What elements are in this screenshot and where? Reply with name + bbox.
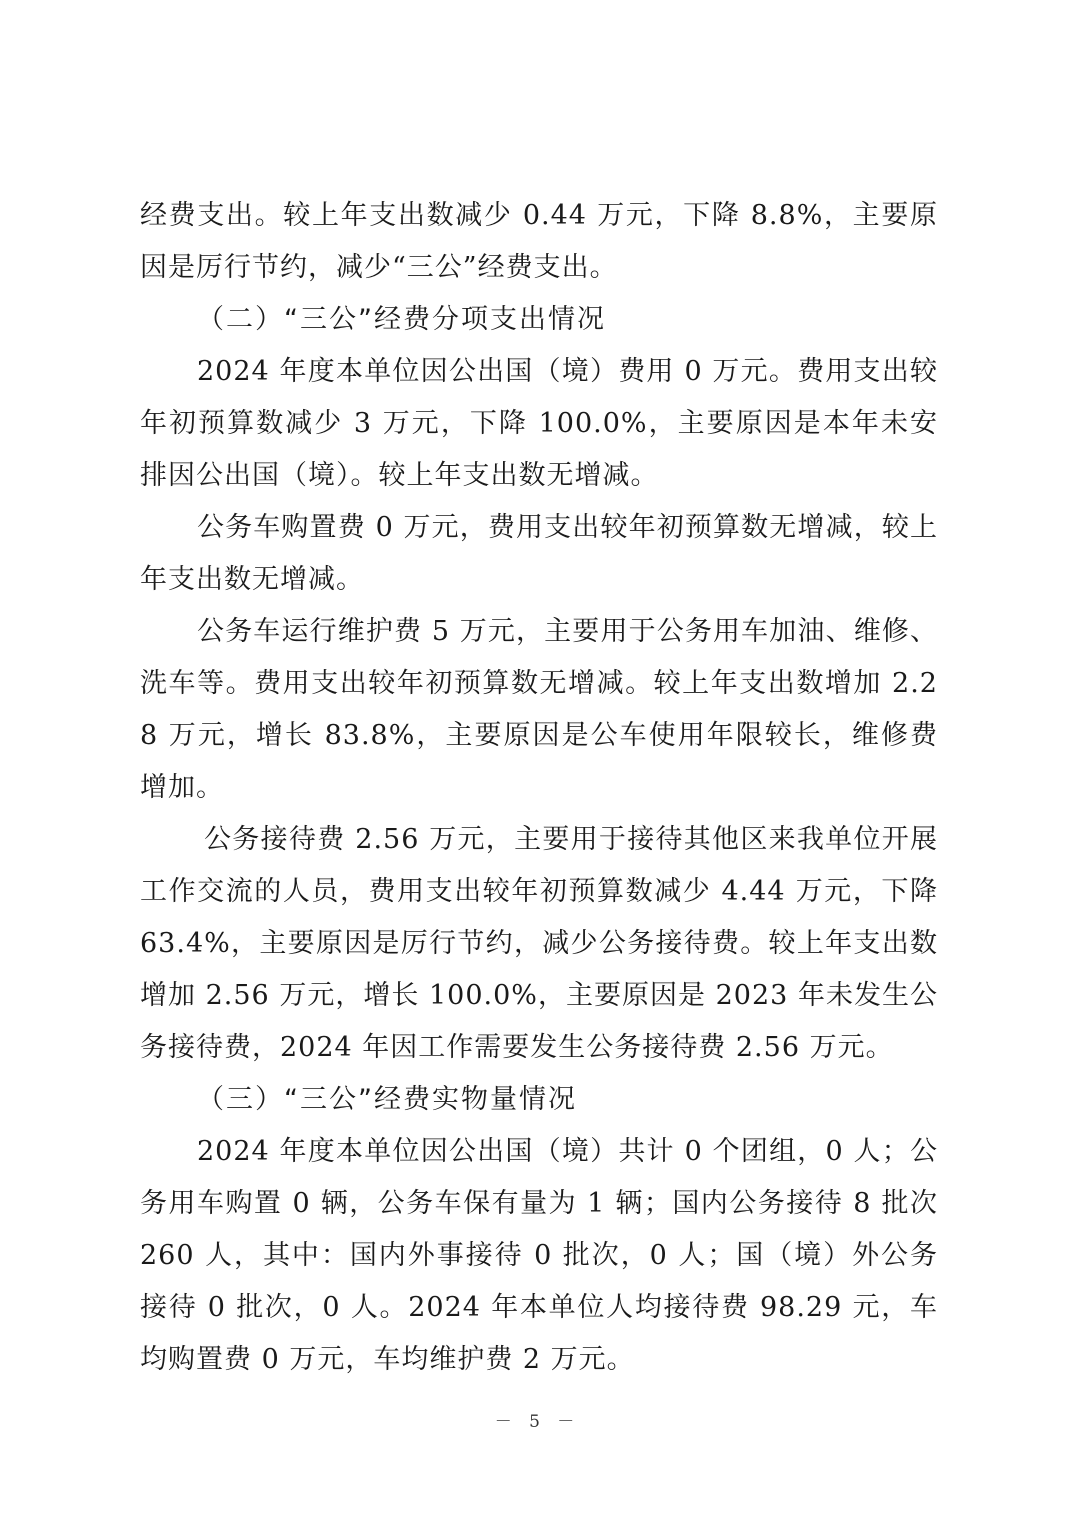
section-heading-3: （三）“三公”经费实物量情况	[197, 1084, 577, 1115]
paragraph-continuation: 经费支出。较上年支出数减少 0.44 万元，下降 8.8%，主要原因是厉行节约，减少“三公”经费支出。	[140, 200, 938, 283]
paragraph-vehicle-purchase: 公务车购置费 0 万元，费用支出较年初预算数无增减，较上年支出数无增减。	[140, 512, 938, 595]
page-number: － 5 －	[494, 1412, 581, 1432]
document-body	[140, 190, 938, 1386]
paragraph-reception-expenses: 公务接待费 2.56 万元，主要用于接待其他区来我单位开展工作交流的人员，费用支出较年初预算数减少 4.44 万元，下降 63.4%，主要原因是厉行节约，减少公务接待费。较上年支出数增加 2.56 万元，增长 100.0%，主要原因是 2023 年未发生公务接待费，2024 年因工作需要发生公务接待费 2.56 万元。	[140, 824, 938, 1063]
section-heading-2: （二）“三公”经费分项支出情况	[197, 304, 606, 335]
paragraph-vehicle-maintenance: 公务车运行维护费 5 万元，主要用于公务用车加油、维修、洗车等。费用支出较年初预算数无增减。较上年支出数增加 2.28 万元，增长 83.8%，主要原因是公车使用年限较长，维修费增加。	[140, 616, 938, 803]
paragraph-physical-quantities: 2024 年度本单位因公出国（境）共计 0 个团组，0 人；公务用车购置 0 辆，公务车保有量为 1 辆；国内公务接待 8 批次 260 人，其中：国内外事接待 0 批次，0 人；国（境）外公务接待 0 批次，0 人。2024 年本单位人均接待费 98.29 元，车均购置费 0 万元，车均维护费 2 万元。	[140, 1136, 938, 1375]
paragraph-overseas-travel: 2024 年度本单位因公出国（境）费用 0 万元。费用支出较年初预算数减少 3 万元，下降 100.0%，主要原因是本年未安排因公出国（境）。较上年支出数无增减。	[140, 356, 938, 491]
